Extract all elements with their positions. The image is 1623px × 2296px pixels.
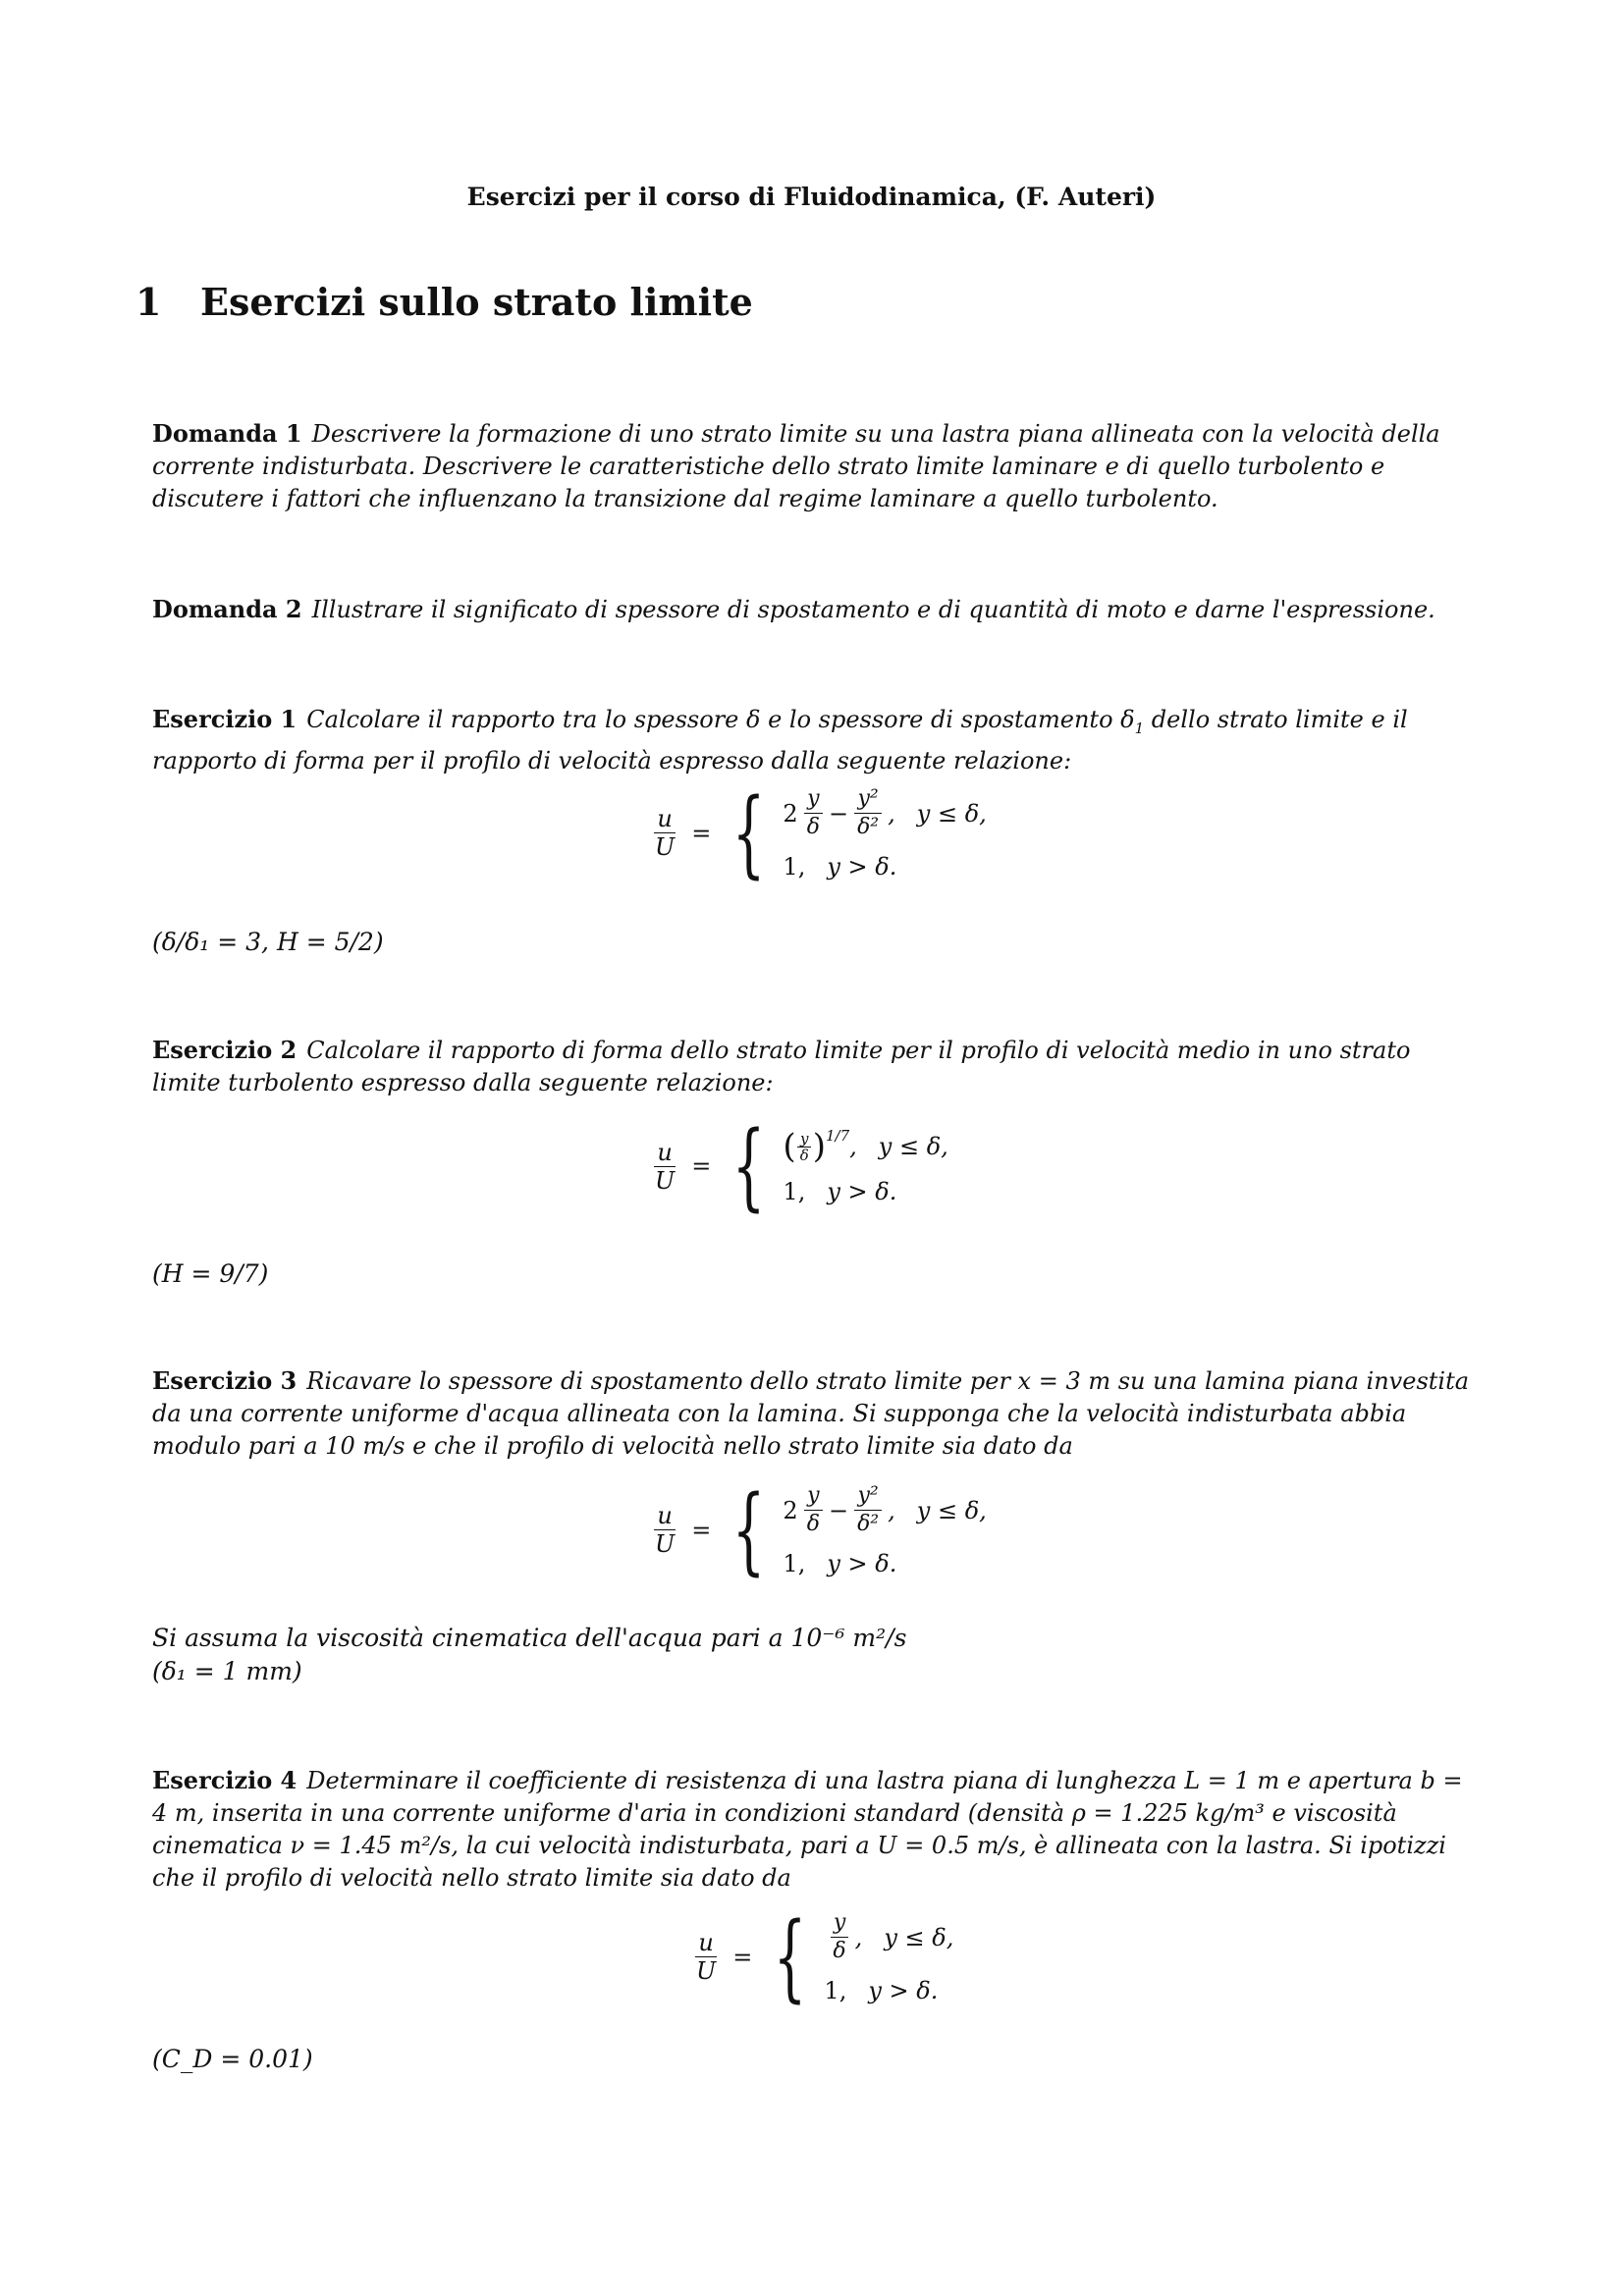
exercise-1 (152, 703, 1483, 777)
exercise-3-note: Si assuma la viscosità cinematica dell'acqua pari a 10⁻⁶ m²/s (152, 1624, 907, 1652)
lhs-fraction: $\frac{u}{U}$ (655, 805, 676, 861)
equation-4: $\frac{u}{U}$ = { $\frac{y}{\delta}$ , y ≤ δ, 1, y > δ. (696, 1901, 954, 2012)
question-1-label: Domanda 1 (152, 419, 302, 448)
section-number: 1 (135, 280, 162, 324)
exercise-3 (152, 1364, 1483, 1463)
question-2 (152, 593, 1483, 626)
equation-1: $\frac{u}{U}$ = { 2 $\frac{y}{\delta}$ − $\frac{\text{y²}}{\text{δ²}}$ , y ≤ δ, 1, y > δ. (646, 785, 987, 881)
question-2-text: Illustrare il significato di spessore di spostamento e di quantità di moto e darne l'espressione. (311, 596, 1435, 623)
exercise-4-answer: (C_D = 0.01) (152, 2045, 313, 2073)
exercise-4-label: Esercizio 4 (152, 1766, 298, 1794)
page-header: Esercizi per il corso di Fluidodinamica, (F. Auteri) (466, 183, 1157, 211)
exercise-3-label: Esercizio 3 (152, 1366, 298, 1395)
exercise-2-answer: (H = 9/7) (152, 1259, 269, 1288)
exercise-1-text-a: Calcolare il rapporto tra lo spessore δ e lo spessore di spostamento δ (306, 706, 1135, 733)
section-title (135, 280, 753, 324)
exercise-1-text-sub: 1 (1134, 719, 1145, 737)
exercise-1-answer: (δ/δ₁ = 3, H = 5/2) (152, 928, 384, 956)
exercise-1-label: Esercizio 1 (152, 705, 298, 733)
exercise-3-text: Ricavare lo spessore di spostamento dello strato limite per x = 3 m su una lamina piana investita da una corrente uniforme d'acqua allineata con la lamina. Si supponga che la velocità indisturbata abbia modulo pari a 10 m/s e che il profilo di velocità nello strato limite sia dato da (152, 1367, 1470, 1460)
exercise-1-text-b: dello strato limite e il rapporto di forma per il profilo di velocità espresso dalla seguente relazione: (152, 706, 1408, 774)
section-title-text: Esercizi sullo strato limite (200, 280, 753, 324)
question-1 (152, 417, 1483, 515)
exercise-3-answer: (δ₁ = 1 mm) (152, 1657, 302, 1685)
exercise-2 (152, 1034, 1483, 1099)
equation-3: $\frac{u}{U}$ = { 2 $\frac{y}{\delta}$ − $\frac{\text{y²}}{\text{δ²}}$ , y ≤ δ, 1, y > δ. (655, 1474, 987, 1585)
exercise-2-text: Calcolare il rapporto di forma dello strato limite per il profilo di velocità medio in uno strato limite turbolento espresso dalla seguente relazione: (152, 1037, 1411, 1096)
question-2-label: Domanda 2 (152, 595, 302, 623)
equation-2: $\frac{u}{U}$ = { ( $\frac{y}{\delta}$ ) $^{1/7}$ , y ≤ δ, 1, y > δ. (655, 1111, 948, 1221)
exercise-4-text: Determinare il coefficiente di resistenza di una lastra piana di lunghezza L = 1 m e apertura b = 4 m, inserita in una corrente uniforme d'aria in condizioni standard (densità ρ = 1.225 kg/m³ e viscosità cinematica ν = 1.45 m²/s, la cui velocità indisturbata, pari a U = 0.5 m/s, è allineata con la lastra. Si ipotizzi che il profilo di velocità nello strato limite sia dato da (152, 1767, 1463, 1892)
exponent: 1/7 (825, 1127, 850, 1145)
exercise-2-label: Esercizio 2 (152, 1036, 298, 1064)
question-1-text: Descrivere la formazione di uno strato limite su una lastra piana allineata con la velocità della corrente indisturbata. Descrivere le caratteristiche dello strato limite laminare e di quello turbolento e discutere i fattori che influenzano la transizione dal regime laminare a quello turbolento. (152, 420, 1440, 512)
exercise-4 (152, 1764, 1483, 1895)
